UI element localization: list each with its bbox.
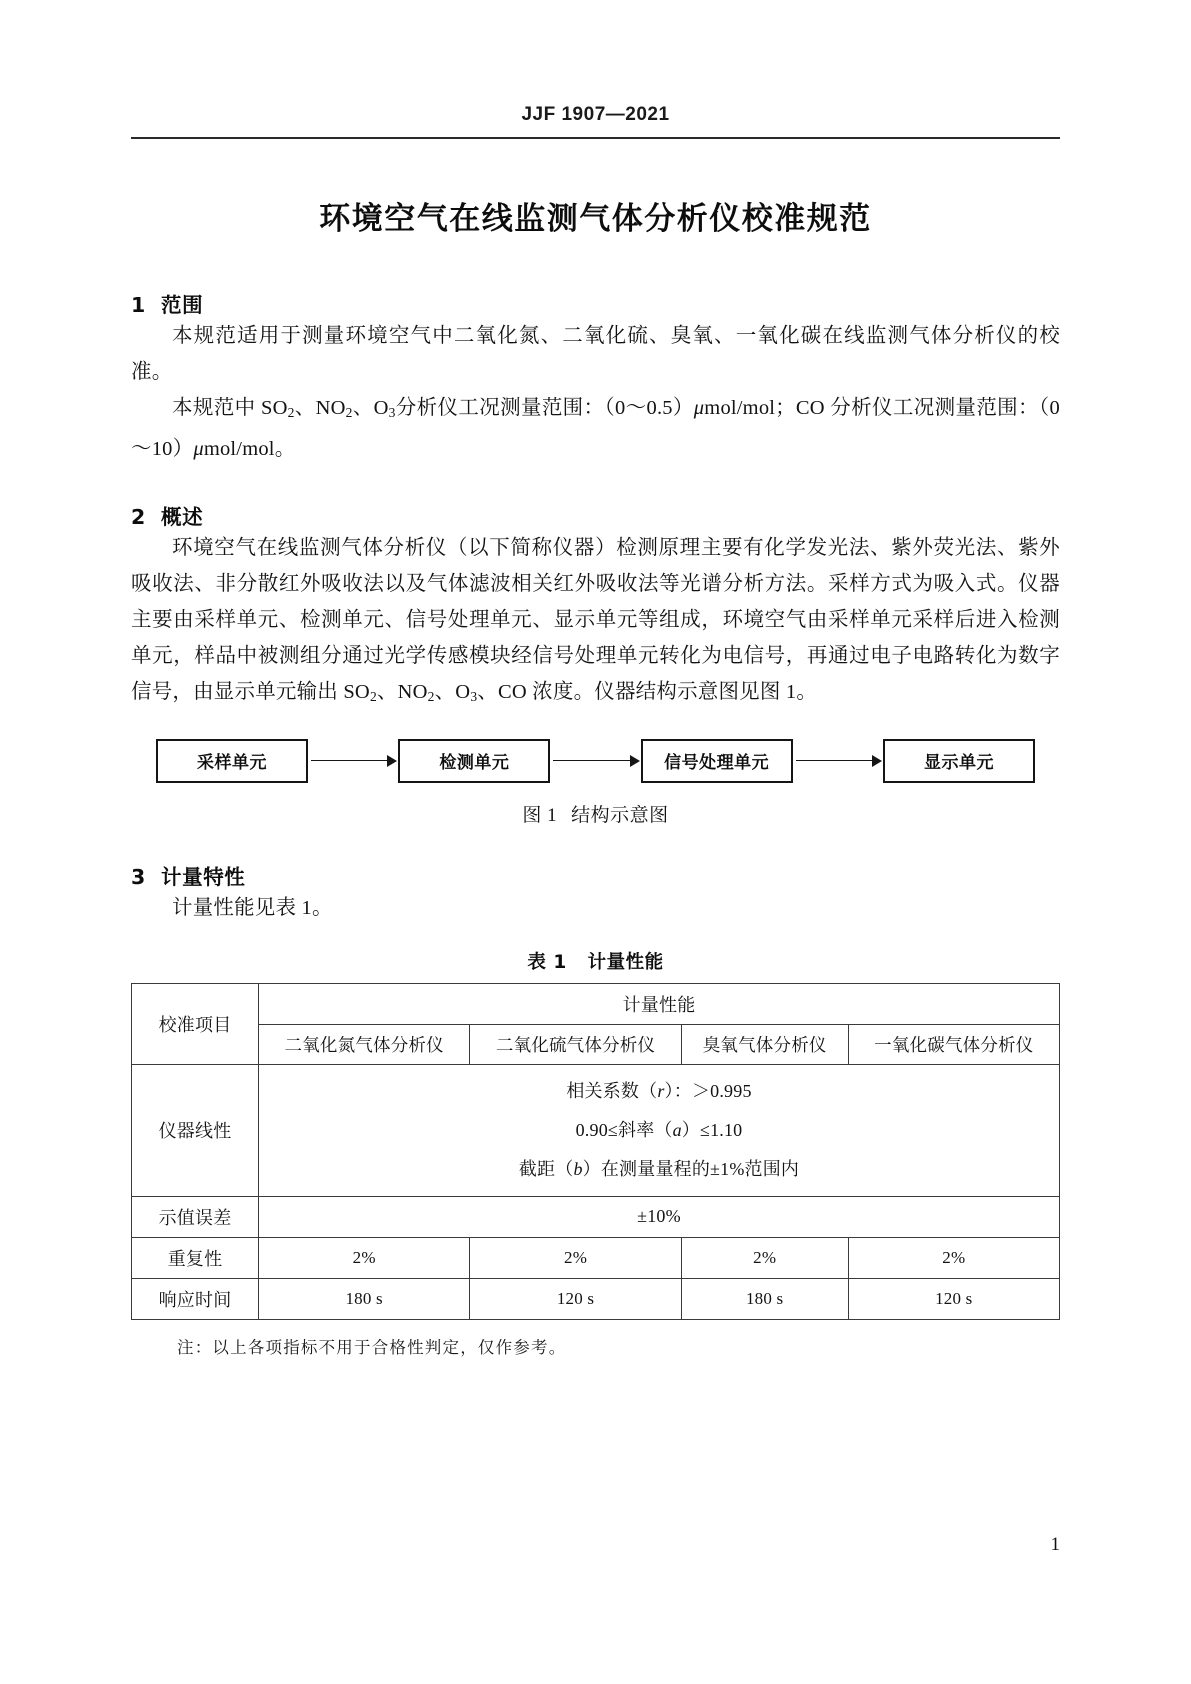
section-heading-2 xyxy=(131,500,1060,530)
table-caption xyxy=(131,948,1060,974)
table-col-header-co: 一氧化碳气体分析仪 xyxy=(848,1024,1059,1064)
page-title: 环境空气在线监测气体分析仪校准规范 xyxy=(319,201,872,237)
figure-caption-label: 图 1 xyxy=(522,804,558,826)
table-row-label-repeatability: 重复性 xyxy=(132,1237,259,1278)
paragraph-1-2: 本规范中 $SO_2$、$NO_2$、$O_3$分析仪工况测量范围：（0～0.5）μmol/mol；CO 分析仪工况测量范围：（0～10）μmol/mol。 xyxy=(131,397,1060,460)
flow-arrow-icon-2 xyxy=(551,754,639,768)
table-cell-repeatability-so2: 2% xyxy=(470,1237,681,1278)
flow-diagram xyxy=(131,739,1060,783)
flow-arrow-icon-3 xyxy=(794,754,882,768)
table-cell-linearity-spec xyxy=(259,1064,1060,1196)
table-header-row-group xyxy=(132,983,1060,1024)
table-cell-response-time-co: 120 s xyxy=(848,1278,1059,1319)
table-row-label-response-time: 响应时间 xyxy=(132,1278,259,1319)
header-rule xyxy=(131,137,1060,139)
table-col-header-no2: 二氧化氮气体分析仪 xyxy=(259,1024,470,1064)
paragraph-2-1: 环境空气在线监测气体分析仪（以下简称仪器）检测原理主要有化学发光法、紫外荧光法、紫外吸收法、非分散红外吸收法以及气体滤波相关红外吸收法等光谱分析方法。采样方式为吸入式。仪器主要由采样单元、检测单元、信号处理单元、显示单元等组成，环境空气由采样单元采样后进入检测单元，样品中被测组分通过光学传感模块经信号处理单元转化为电信号，再通过电子电路转化为数字信号，由显示单元输出 $SO_2$、$NO_2$、$O_3$、CO 浓度。仪器结构示意图见图 1。 xyxy=(131,536,1060,704)
figure-caption-text: 结构示意图 xyxy=(571,804,669,826)
running-header xyxy=(131,0,1060,139)
table-cell-repeatability-o3: 2% xyxy=(681,1237,848,1278)
section-title-2: 概述 xyxy=(161,504,204,529)
section-number-2: 2 xyxy=(131,504,146,529)
standard-code: JJF 1907—2021 xyxy=(521,104,670,125)
table-row-label-indication-error: 示值误差 xyxy=(132,1196,259,1237)
table-col-header-o3: 臭氧气体分析仪 xyxy=(681,1024,848,1064)
table-row xyxy=(132,1278,1060,1319)
table-cell-repeatability-no2: 2% xyxy=(259,1237,470,1278)
table-row xyxy=(132,1237,1060,1278)
section-number-1: 1 xyxy=(131,293,146,317)
table-caption-text: 计量性能 xyxy=(587,951,664,973)
flow-box-display-unit: 显示单元 xyxy=(883,739,1035,783)
table-row xyxy=(132,1064,1060,1196)
section-title-3: 计量特性 xyxy=(161,864,246,889)
section-number-3: 3 xyxy=(131,864,146,889)
performance-table xyxy=(131,983,1060,1320)
table-row xyxy=(132,1196,1060,1237)
table-note: 注：以上各项指标不用于合格性判定，仅作参考。 xyxy=(177,1337,567,1357)
linearity-line-3: 截距（b）在测量量程的±1%范围内 xyxy=(518,1158,800,1179)
flow-box-sampling-unit: 采样单元 xyxy=(156,739,308,783)
flow-arrow-icon-1 xyxy=(309,754,397,768)
table-header-group: 计量性能 xyxy=(259,983,1060,1024)
table-header-item: 校准项目 xyxy=(132,983,259,1064)
linearity-line-1: 相关系数（r）：＞0.995 xyxy=(566,1080,752,1101)
table-cell-response-time-so2: 120 s xyxy=(470,1278,681,1319)
table-header-row-columns xyxy=(132,1024,1060,1064)
flow-box-signal-processing-unit: 信号处理单元 xyxy=(641,739,793,783)
table-cell-response-time-no2: 180 s xyxy=(259,1278,470,1319)
page-content xyxy=(131,0,1060,1358)
figure-1 xyxy=(131,739,1060,827)
section-title-1: 范围 xyxy=(161,293,204,317)
paragraph-1-1: 本规范适用于测量环境空气中二氧化氮、二氧化硫、臭氧、一氧化碳在线监测气体分析仪的校准。 xyxy=(131,325,1060,383)
linearity-line-2: 0.90≤斜率（a）≤1.10 xyxy=(575,1119,743,1140)
paragraph-3-1: 计量性能见表 1。 xyxy=(172,896,333,919)
table-cell-repeatability-co: 2% xyxy=(848,1237,1059,1278)
table-col-header-so2: 二氧化硫气体分析仪 xyxy=(470,1024,681,1064)
table-cell-response-time-o3: 180 s xyxy=(681,1278,848,1319)
table-row-label-linearity: 仪器线性 xyxy=(132,1064,259,1196)
table-caption-label: 表 1 xyxy=(527,951,567,973)
figure-caption xyxy=(131,800,1060,827)
section-heading-3 xyxy=(131,860,1060,890)
flow-box-detection-unit: 检测单元 xyxy=(398,739,550,783)
page-number: 1 xyxy=(1050,1534,1060,1555)
table-cell-indication-error-value: ±10% xyxy=(259,1196,1060,1237)
section-heading-1 xyxy=(131,288,1060,318)
